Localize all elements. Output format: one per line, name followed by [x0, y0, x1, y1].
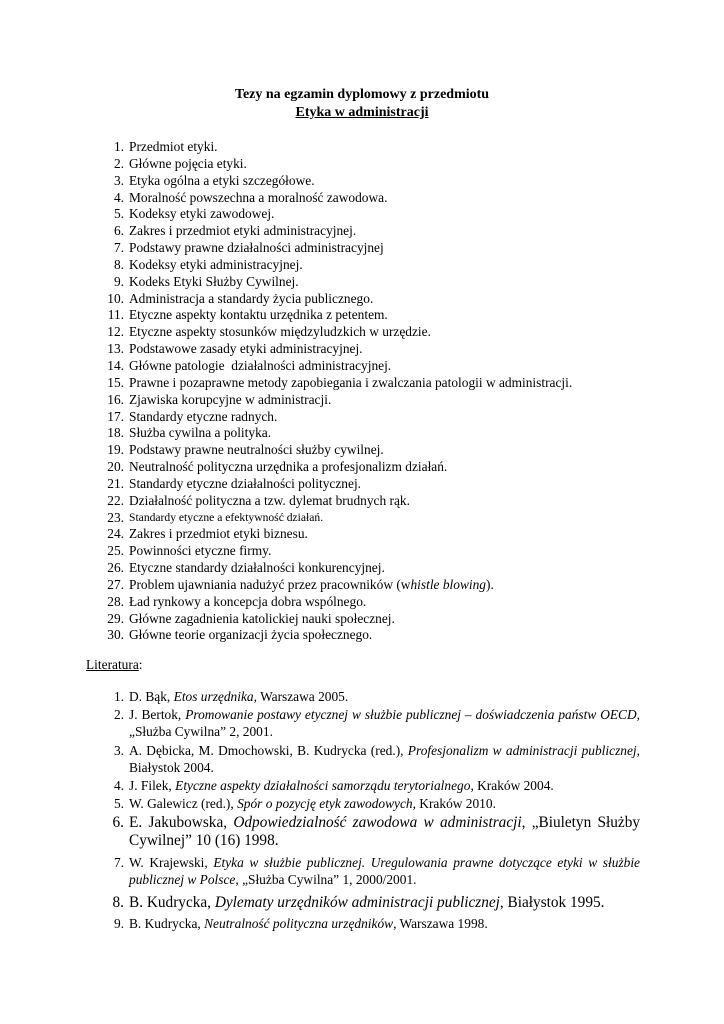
reference-details: , Warszawa 1998.	[393, 916, 488, 931]
reference-author: J. Bertok,	[129, 707, 186, 722]
reference-title: Promowanie postawy etycznej w służbie publicznej – doświadczenia państw OECD	[185, 707, 637, 722]
reference-item	[86, 915, 640, 933]
reference-details: , Warszawa 2005.	[253, 689, 349, 704]
reference-text	[129, 688, 640, 705]
thesis-number: 17.	[107, 408, 124, 424]
thesis-text: Główne zagadnienia katolickiej nauki społecznej.	[129, 610, 395, 626]
thesis-number: 30.	[107, 627, 124, 643]
reference-number: 4.	[113, 778, 124, 793]
thesis-text: Zakres i przedmiot etyki administracyjnej.	[129, 223, 357, 239]
reference-author: W. Krajewski,	[129, 855, 214, 870]
reference-author: A. Dębicka, M. Dmochowski, B. Kudrycka (red.),	[129, 743, 408, 758]
thesis-item	[86, 577, 646, 594]
reference-details: , „Biuletyn Służby Cywilnej” 10 (16) 1998.	[129, 814, 640, 849]
reference-number: 2.	[113, 707, 124, 722]
thesis-text-part: Problem ujawniania nadużyć przez pracowników (w	[129, 576, 411, 592]
thesis-number: 18.	[107, 425, 124, 441]
thesis-number: 21.	[107, 475, 124, 491]
thesis-item	[86, 526, 646, 543]
reference-text	[129, 742, 640, 776]
thesis-number: 3.	[113, 172, 124, 188]
reference-details: , Kraków 2004.	[470, 778, 554, 793]
thesis-text: Zakres i przedmiot etyki biznesu.	[129, 526, 308, 542]
thesis-text: Neutralność polityczna urzędnika a profesjonalizm działań.	[129, 459, 448, 475]
reference-text	[129, 915, 640, 932]
reference-text	[129, 706, 640, 740]
thesis-text: Zjawiska korupcyjne w administracji.	[129, 391, 332, 407]
thesis-item	[86, 257, 646, 274]
literature-heading-text: Literatura	[86, 657, 139, 672]
thesis-item	[86, 425, 646, 442]
reference-item	[86, 742, 640, 777]
thesis-number: 6.	[113, 223, 124, 239]
thesis-item	[86, 139, 646, 156]
reference-text	[129, 814, 640, 850]
thesis-text: Prawne i pozaprawne metody zapobiegania i zwalczania patologii w administracji.	[129, 374, 573, 390]
thesis-item	[86, 341, 646, 358]
thesis-item	[86, 240, 646, 257]
thesis-text: Służba cywilna a polityka.	[129, 425, 272, 441]
thesis-item	[86, 307, 646, 324]
reference-title: Dylematy urzędników administracji publicznej	[214, 894, 500, 911]
reference-text	[129, 777, 640, 794]
reference-item	[86, 814, 640, 854]
thesis-text: Standardy etyczne a efektywność działań.	[129, 510, 324, 524]
reference-number: 3.	[113, 743, 124, 758]
thesis-item	[86, 358, 646, 375]
reference-item	[86, 854, 640, 894]
thesis-item	[86, 274, 646, 291]
reference-author: B. Kudrycka,	[129, 894, 215, 911]
thesis-item	[86, 560, 646, 577]
thesis-item	[86, 206, 646, 223]
thesis-number: 4.	[113, 189, 124, 205]
reference-details: , Białystok 2004.	[129, 743, 640, 775]
thesis-item	[86, 190, 646, 207]
thesis-text: Ład rynkowy a koncepcja dobra wspólnego.	[129, 593, 367, 609]
reference-item	[86, 777, 640, 795]
thesis-text: Administracja a standardy życia publicznego.	[129, 290, 374, 306]
thesis-number: 25.	[107, 543, 124, 559]
thesis-number: 14.	[107, 357, 124, 373]
thesis-number: 22.	[107, 492, 124, 508]
thesis-text: Przedmiot etyki.	[129, 139, 218, 154]
thesis-text: Standardy etyczne działalności politycznej.	[129, 475, 362, 491]
thesis-item	[86, 156, 646, 173]
reference-number: 5.	[113, 796, 124, 811]
reference-author: W. Galewicz (red.),	[129, 796, 238, 811]
reference-title: Spór o pozycję etyk zawodowych	[237, 796, 413, 811]
thesis-number: 23.	[107, 509, 124, 525]
reference-item	[86, 795, 640, 814]
thesis-item	[86, 442, 646, 459]
thesis-text: Działalność polityczna a tzw. dylemat brudnych rąk.	[129, 492, 410, 508]
thesis-text: Główne pojęcia etyki.	[129, 155, 247, 171]
reference-details: , Białystok 1995.	[499, 894, 605, 911]
thesis-number: 11.	[107, 307, 124, 323]
thesis-item	[86, 459, 646, 476]
thesis-number: 27.	[107, 576, 124, 592]
thesis-number: 24.	[107, 526, 124, 542]
reference-author: E. Jakubowska,	[129, 814, 234, 831]
reference-title: Etyczne aspekty działalności samorządu terytorialnego	[175, 778, 471, 793]
thesis-text: Etyczne aspekty kontaktu urzędnika z petentem.	[129, 307, 388, 323]
thesis-item	[86, 375, 646, 392]
thesis-item	[86, 173, 646, 190]
thesis-number: 12.	[107, 324, 124, 340]
reference-title: Profesjonalizm w administracji publicznej	[407, 743, 637, 758]
page-title: Tezy na egzamin dyplomowy z przedmiotu	[234, 87, 490, 102]
thesis-number: 2.	[113, 155, 124, 171]
literature-list	[86, 688, 640, 933]
thesis-text: Etyka ogólna a etyki szczegółowe.	[129, 172, 315, 188]
thesis-number: 29.	[107, 610, 124, 626]
reference-item	[86, 688, 640, 706]
thesis-number: 16.	[107, 391, 124, 407]
reference-title: Etos urzędnika	[173, 689, 254, 704]
reference-text	[129, 894, 640, 912]
thesis-item	[86, 291, 646, 308]
theses-list	[86, 139, 646, 644]
thesis-text: Standardy etyczne radnych.	[129, 408, 278, 424]
reference-item	[86, 706, 640, 742]
thesis-number: 8.	[113, 256, 124, 272]
thesis-text: Podstawy prawne neutralności służby cywilnej.	[129, 442, 384, 458]
reference-details: , Kraków 2010.	[412, 796, 496, 811]
thesis-number: 5.	[113, 206, 124, 222]
thesis-item	[86, 476, 646, 493]
reference-title: Neutralność polityczna urzędników	[204, 916, 394, 931]
reference-number: 7.	[113, 855, 124, 870]
thesis-number: 13.	[107, 341, 124, 357]
thesis-text: Podstawy prawne działalności administracyjnej	[129, 240, 384, 256]
thesis-text: Główne teorie organizacji życia społecznego.	[129, 627, 373, 643]
thesis-number: 10.	[107, 290, 124, 306]
reference-title: Etyka w służbie publicznej. Uregulowania prawne dotyczące etyki w służbie publicznej w Polsce	[129, 855, 640, 887]
reference-author: D. Bąk,	[129, 689, 174, 704]
thesis-number: 1.	[113, 139, 124, 154]
thesis-text: Kodeksy etyki zawodowej.	[129, 206, 275, 222]
reference-title: Odpowiedzialność zawodowa w administracji	[233, 814, 522, 831]
thesis-text: Główne patologie działalności administracyjnej.	[129, 357, 392, 373]
literature-heading-colon: :	[138, 657, 143, 672]
thesis-item	[86, 223, 646, 240]
thesis-text: Kodeksy etyki administracyjnej.	[129, 256, 303, 272]
reference-number: 9.	[113, 916, 124, 931]
thesis-text: Kodeks Etyki Służby Cywilnej.	[129, 273, 299, 289]
reference-number: 1.	[113, 689, 124, 704]
thesis-item	[86, 493, 646, 510]
reference-text	[129, 854, 640, 888]
reference-details: , „Służba Cywilna” 2, 2001.	[129, 707, 641, 739]
reference-item	[86, 894, 640, 915]
literature-heading	[86, 656, 143, 673]
thesis-text-italic: histle blowing	[410, 576, 486, 592]
thesis-number: 26.	[107, 560, 124, 576]
thesis-text: Podstawowe zasady etyki administracyjnej.	[129, 341, 363, 357]
reference-number: 8.	[112, 894, 124, 911]
thesis-item	[86, 510, 646, 527]
thesis-item	[86, 392, 646, 409]
thesis-number: 15.	[107, 374, 124, 390]
thesis-item	[86, 594, 646, 611]
thesis-item	[86, 611, 646, 628]
thesis-item	[86, 627, 646, 644]
subject-title: Etyka w administracji	[295, 105, 429, 120]
thesis-text: Moralność powszechna a moralność zawodowa.	[129, 189, 388, 205]
thesis-text: Powinności etyczne firmy.	[129, 543, 272, 559]
thesis-number: 7.	[113, 240, 124, 256]
thesis-item	[86, 543, 646, 560]
reference-text	[129, 795, 640, 812]
reference-details: , „Służba Cywilna” 1, 2000/2001.	[235, 872, 417, 887]
thesis-text: Etyczne standardy działalności konkurencyjnej.	[129, 560, 385, 576]
thesis-text-part: ).	[486, 576, 494, 592]
thesis-text	[129, 577, 494, 594]
thesis-number: 20.	[107, 459, 124, 475]
reference-author: J. Filek,	[129, 778, 176, 793]
thesis-number: 19.	[107, 442, 124, 458]
thesis-number: 28.	[107, 593, 124, 609]
thesis-number: 9.	[113, 273, 124, 289]
thesis-item	[86, 409, 646, 426]
reference-number: 6.	[112, 814, 124, 831]
thesis-text: Etyczne aspekty stosunków międzyludzkich w urzędzie.	[129, 324, 431, 340]
reference-author: B. Kudrycka,	[129, 916, 205, 931]
thesis-item	[86, 324, 646, 341]
